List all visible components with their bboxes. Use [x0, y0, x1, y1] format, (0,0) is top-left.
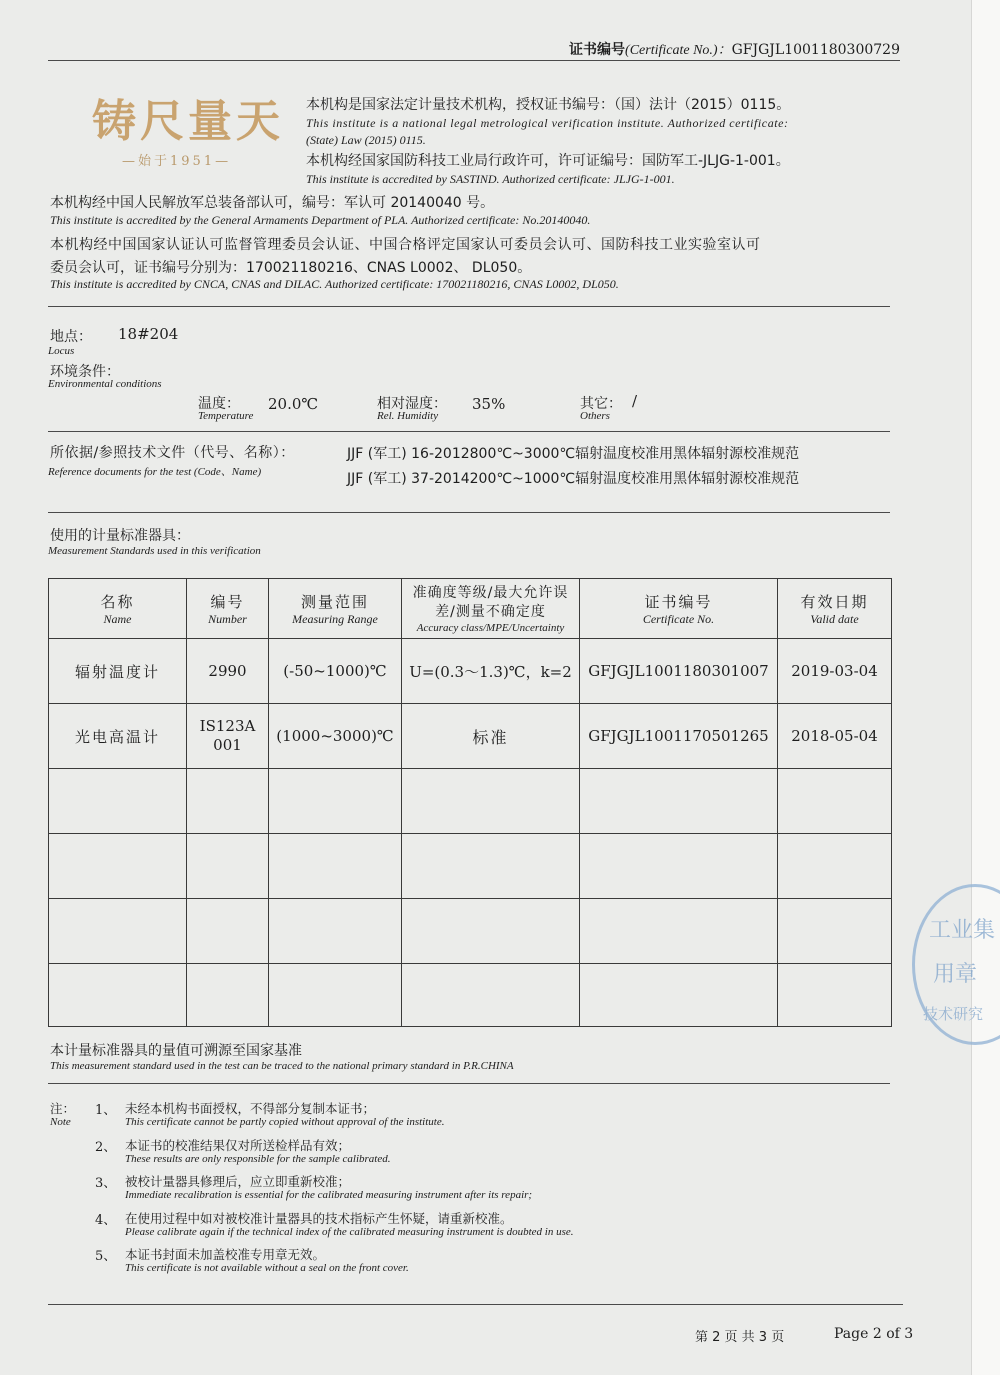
logo-since: —始于1951—	[122, 154, 232, 169]
note-number: 3、	[95, 1176, 117, 1191]
intro-line1-en-cont: (State) Law (2015) 0115.	[306, 133, 426, 147]
cell-valid-date: 2019-03-04	[778, 639, 892, 704]
others-label-en: Others	[580, 410, 610, 422]
table-header-row	[49, 579, 892, 639]
humidity-label-zh: 相对湿度：	[377, 396, 447, 412]
cell-certificate: GFJGJL1001180301007	[580, 639, 778, 704]
note-zh: 在使用过程中如对被校准计量器具的技术指标产生怀疑，请重新校准。	[125, 1211, 513, 1226]
cell-certificate: GFJGJL1001170501265	[580, 704, 778, 769]
cell-accuracy: 标准	[402, 704, 580, 769]
cell-number: IS123A001	[187, 704, 269, 769]
column-header-valid-date: 有效日期 Valid date	[778, 579, 892, 639]
note-en: Please calibrate again if the technical index of the calibrated measuring instrument is doubted in use.	[125, 1226, 574, 1238]
traceability-en: This measurement standard used in the test can be traced to the national primary standard in P.R.CHINA	[50, 1060, 514, 1072]
intro-line4-zh-cont: 委员会认可，证书编号分别为：170021180216、CNAS L0002、 DL050。	[50, 260, 532, 276]
note-en: This certificate is not available without a seal on the front cover.	[125, 1262, 409, 1274]
note-en: These results are only responsible for the sample calibrated.	[125, 1153, 391, 1165]
intro-line4-en: This institute is accredited by CNCA, CNAS and DILAC. Authorized certificate: 170021180216, CNAS L0002, DL050.	[50, 277, 619, 291]
cell-number: 2990	[187, 639, 269, 704]
page-number-zh: 第 2 页 共 3 页	[695, 1330, 785, 1345]
locus-value: 18#204	[118, 325, 179, 343]
cert-no-value: GFJGJL1001180300729	[731, 42, 900, 58]
cell-range: (1000~3000)℃	[269, 704, 402, 769]
note-zh: 被校计量器具修理后，应立即重新校准；	[125, 1174, 351, 1189]
table-row-empty	[49, 834, 892, 899]
note-number: 2、	[95, 1140, 117, 1155]
references-label-zh: 所依据/参照技术文件（代号、名称）：	[50, 445, 295, 461]
env-label-zh: 环境条件：	[50, 364, 120, 380]
references-rule	[48, 512, 890, 513]
intro-line4-zh: 本机构经中国国家认证认可监督管理委员会认证、中国合格评定国家认可委员会认可、国防科技工业实验室认可	[50, 237, 761, 253]
note-en: This certificate cannot be partly copied without approval of the institute.	[125, 1116, 445, 1128]
cell-valid-date: 2018-05-04	[778, 704, 892, 769]
intro-line1-zh: 本机构是国家法定计量技术机构，授权证书编号：（国）法计（2015）0115。	[306, 97, 791, 113]
note-en: Immediate recalibration is essential for the calibrated measuring instrument after its repair;	[125, 1189, 533, 1201]
cert-no-label-zh: 证书编号	[569, 42, 626, 58]
humidity-value: 35%	[472, 395, 506, 413]
traceability-rule	[48, 1083, 890, 1084]
locus-label-zh: 地点：	[50, 329, 92, 345]
standards-label-en: Measurement Standards used in this verification	[48, 545, 261, 557]
note-number: 5、	[95, 1249, 117, 1264]
column-header-range: 测量范围 Measuring Range	[269, 579, 402, 639]
intro-rule	[48, 306, 890, 307]
cert-no-label-en: (Certificate No.)：	[625, 43, 732, 58]
certificate-number	[569, 39, 900, 59]
table-row-empty	[49, 769, 892, 834]
cell-accuracy: U=(0.3～1.3)℃，k=2	[402, 639, 580, 704]
seal-stamp: 工业集 用章 技术研究	[912, 884, 1000, 1045]
humidity-label-en: Rel. Humidity	[377, 410, 439, 422]
intro-line2-zh: 本机构经国家国防科技工业局行政许可，许可证编号：国防军工-JLJG-1-001。	[306, 153, 790, 169]
intro-line1-en: This institute is a national legal metrological verification institute. Authorized certificate:	[306, 116, 789, 130]
table-row-empty	[49, 899, 892, 964]
note-zh: 未经本机构书面授权，不得部分复制本证书；	[125, 1101, 376, 1116]
note-zh: 本证书的校准结果仅对所送检样品有效；	[125, 1138, 351, 1153]
column-header-name: 名称 Name	[49, 579, 187, 639]
standards-label-zh: 使用的计量标准器具：	[50, 528, 190, 544]
temperature-label-en: Temperature	[198, 410, 254, 422]
note-zh: 本证书封面未加盖校准专用章无效。	[125, 1247, 326, 1262]
page-number-en: Page 2 of 3	[834, 1326, 914, 1342]
notes-label-zh: 注：	[50, 1101, 76, 1116]
others-value: /	[632, 392, 638, 410]
cell-range: (-50~1000)℃	[269, 639, 402, 704]
scan-edge	[971, 0, 1000, 1375]
footer-rule	[48, 1304, 903, 1305]
table-row-empty	[49, 964, 892, 1027]
cell-name: 光电高温计	[49, 704, 187, 769]
intro-line3-en: This institute is accredited by the General Armaments Department of PLA. Authorized certificate: No.20140040.	[50, 213, 591, 227]
table-row	[49, 704, 892, 769]
reference-item: JJF (军工) 37-2014200℃~1000℃辐射温度校准用黑体辐射源校准规范	[347, 471, 800, 487]
intro-line3-zh: 本机构经中国人民解放军总装备部认可，编号：军认可 20140040 号。	[50, 195, 495, 211]
temperature-label-zh: 温度：	[198, 396, 240, 412]
institute-logo	[92, 98, 292, 180]
traceability-zh: 本计量标准器具的量值可溯源至国家基准	[50, 1043, 302, 1059]
locus-label-en: Locus	[48, 345, 75, 357]
others-label-zh: 其它：	[580, 396, 622, 412]
column-header-accuracy: 准确度等级/最大允许误差/测量不确定度 Accuracy class/MPE/Uncertainty	[402, 579, 580, 639]
note-number: 1、	[95, 1103, 117, 1118]
intro-line2-en: This institute is accredited by SASTIND. Authorized certificate: JLJG-1-001.	[306, 172, 675, 186]
logo-mark: 铸尺量天	[92, 96, 284, 147]
note-number: 4、	[95, 1213, 117, 1228]
cell-name: 辐射温度计	[49, 639, 187, 704]
reference-item: JJF (军工) 16-2012800℃~3000℃辐射温度校准用黑体辐射源校准规范	[347, 446, 800, 462]
column-header-number: 编号 Number	[187, 579, 269, 639]
env-label-en: Environmental conditions	[48, 378, 162, 390]
standards-table	[48, 578, 892, 1027]
column-header-certificate: 证书编号 Certificate No.	[580, 579, 778, 639]
notes-label-en: Note	[50, 1116, 71, 1128]
header-rule	[48, 60, 900, 61]
temperature-value: 20.0℃	[268, 395, 319, 413]
table-row	[49, 639, 892, 704]
conditions-rule	[48, 431, 890, 432]
references-label-en: Reference documents for the test (Code、Name)	[48, 466, 262, 478]
